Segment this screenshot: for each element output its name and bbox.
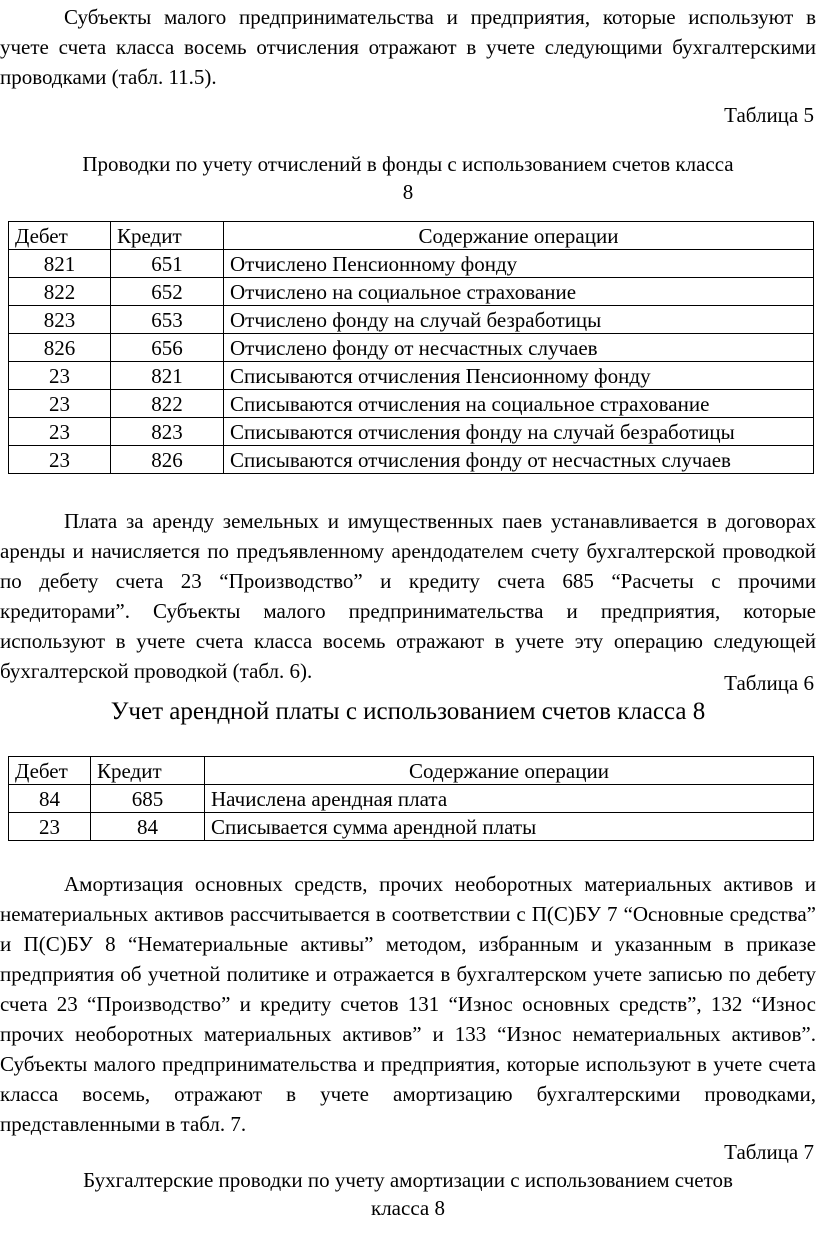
- operation-cell: Списываются отчисления на социальное страхование: [224, 390, 814, 418]
- debit-cell: 23: [9, 813, 91, 841]
- debit-cell: 84: [9, 785, 91, 813]
- table-5-label: Таблица 5: [724, 103, 814, 127]
- credit-cell: 821: [111, 362, 224, 390]
- operation-cell: Отчислено фонду от несчастных случаев: [224, 334, 814, 362]
- debit-cell: 821: [9, 250, 111, 278]
- header-cell: Дебет: [9, 222, 111, 250]
- operation-cell: Списываются отчисления Пенсионному фонду: [224, 362, 814, 390]
- table-row: [9, 306, 814, 334]
- table-header-row: [9, 757, 814, 785]
- paragraph-1: Субъекты малого предпринимательства и предприятия, которые используют в учете счета класса восемь отчисления отражают в учете следующими бухгалтерскими проводками (табл. 11.5).: [0, 5, 816, 89]
- credit-cell: 84: [91, 813, 205, 841]
- table-header-row: [9, 222, 814, 250]
- debit-cell: 826: [9, 334, 111, 362]
- credit-cell: 685: [91, 785, 205, 813]
- table-row: [9, 418, 814, 446]
- table-5-title-line-2: 8: [402, 180, 414, 204]
- table-7-title-line-1: Бухгалтерские проводки по учету амортизации с использованием счетов: [83, 1168, 733, 1192]
- debit-cell: 23: [9, 418, 111, 446]
- header-cell: Содержание операции: [224, 222, 814, 250]
- debit-cell: 23: [9, 390, 111, 418]
- table-row: [9, 362, 814, 390]
- table-row: [9, 785, 814, 813]
- operation-cell: Начислена арендная плата: [205, 785, 814, 813]
- operation-cell: Отчислено на социальное страхование: [224, 278, 814, 306]
- table-6: [8, 756, 814, 841]
- operation-cell: Списываются отчисления фонду на случай безработицы: [224, 418, 814, 446]
- table-row: [9, 250, 814, 278]
- debit-cell: 23: [9, 446, 111, 474]
- operation-cell: Списываются отчисления фонду от несчастных случаев: [224, 446, 814, 474]
- table-7-label: Таблица 7: [724, 1140, 814, 1164]
- table-row: [9, 813, 814, 841]
- debit-cell: 23: [9, 362, 111, 390]
- header-cell: Кредит: [91, 757, 205, 785]
- table-7-title-line-2: класса 8: [371, 1196, 445, 1220]
- operation-cell: Списывается сумма арендной платы: [205, 813, 814, 841]
- table-row: [9, 390, 814, 418]
- table-6-label: Таблица 6: [724, 671, 814, 695]
- table-row: [9, 278, 814, 306]
- table-row: [9, 446, 814, 474]
- credit-cell: 822: [111, 390, 224, 418]
- operation-cell: Отчислено фонду на случай безработицы: [224, 306, 814, 334]
- paragraph-3: Амортизация основных средств, прочих необоротных материальных активов и нематериальных активов рассчитывается в соответствии с П(С)БУ 7 “Основные средства” и П(С)БУ 8 “Нематериальные активы” методом, избранным и указанным в приказе предприятия об учетной политике и отражается в бухгалтерском учете записью по дебету счета 23 “Производство” и кредиту счетов 131 “Износ основных средств”, 132 “Износ прочих необоротных материальных активов” и 133 “Износ нематериальных активов”. Субъекты малого предпринимательства и предприятия, которые используют в учете счета класса восемь, отражают в учете амортизацию бухгалтерскими проводками, представленными в табл. 7.: [0, 872, 816, 1136]
- header-cell: Кредит: [111, 222, 224, 250]
- debit-cell: 823: [9, 306, 111, 334]
- credit-cell: 652: [111, 278, 224, 306]
- operation-cell: Отчислено Пенсионному фонду: [224, 250, 814, 278]
- paragraph-2: Плата за аренду земельных и имущественных паев устанавливается в договорах аренды и начисляется по предъявленному арендодателем счету бухгалтерской проводкой по дебету счета 23 “Производство” и кредиту счета 685 “Расчеты с прочими кредиторами”. Субъекты малого предпринимательства и предприятия, которые используют в учете счета класса восемь отражают в учете эту операцию следующей бухгалтерской проводкой (табл. 6).: [0, 509, 816, 683]
- credit-cell: 651: [111, 250, 224, 278]
- table-5-title-line-1: Проводки по учету отчислений в фонды с использованием счетов класса: [82, 152, 734, 176]
- credit-cell: 653: [111, 306, 224, 334]
- credit-cell: 826: [111, 446, 224, 474]
- credit-cell: 656: [111, 334, 224, 362]
- table-6-title: Учет арендной платы с использованием счетов класса 8: [110, 698, 706, 725]
- table-row: [9, 334, 814, 362]
- header-cell: Содержание операции: [205, 757, 814, 785]
- table-5: [8, 221, 814, 474]
- credit-cell: 823: [111, 418, 224, 446]
- header-cell: Дебет: [9, 757, 91, 785]
- debit-cell: 822: [9, 278, 111, 306]
